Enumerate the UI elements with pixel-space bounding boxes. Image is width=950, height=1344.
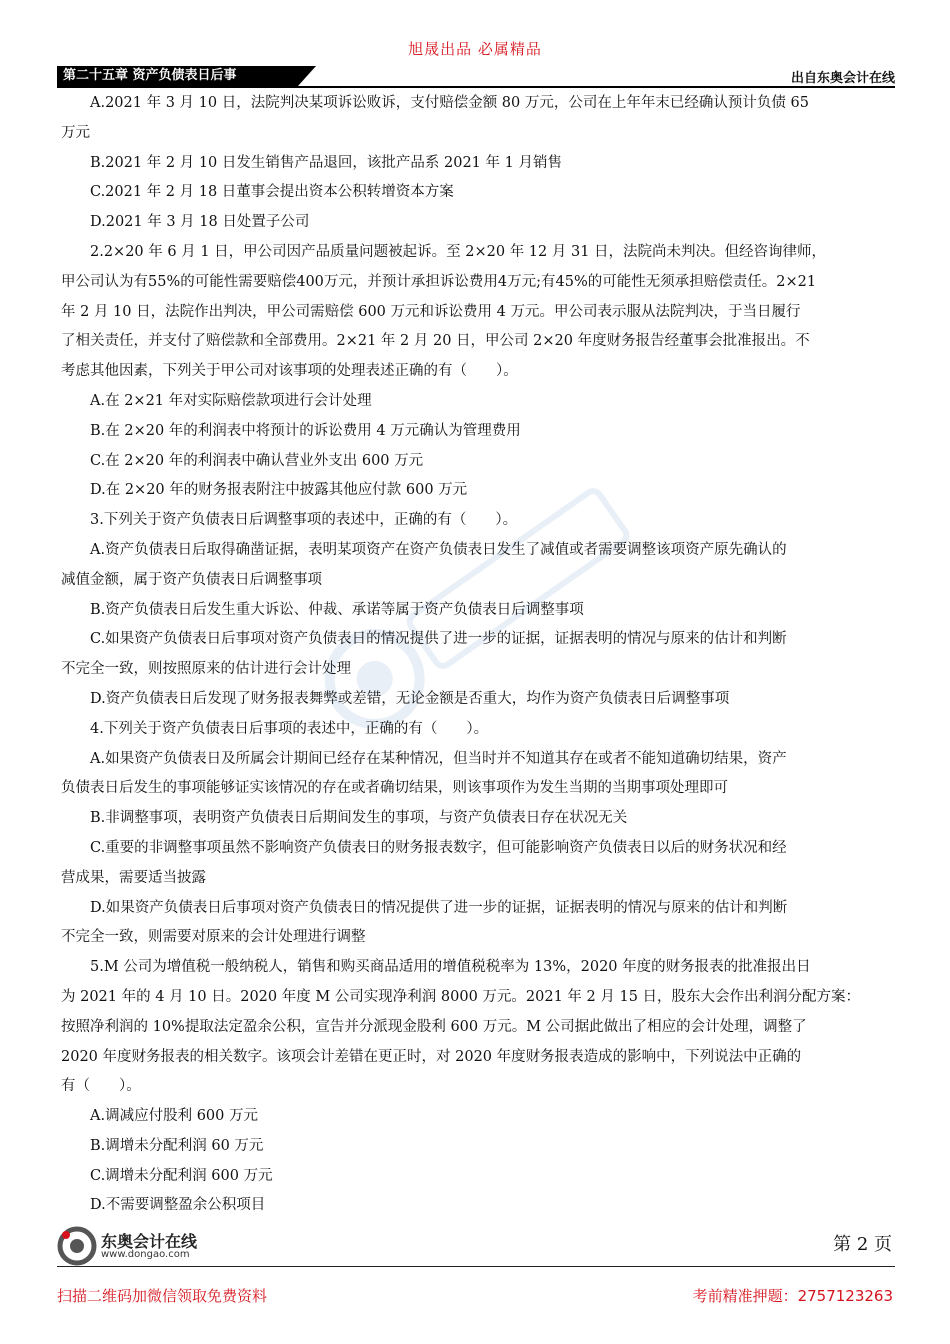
text-line: 营成果，需要适当披露 — [61, 869, 206, 886]
text-line: C.调增未分配利润 600 万元 — [90, 1167, 273, 1184]
text-line: C.在 2×20 年的利润表中确认营业外支出 600 万元 — [90, 452, 424, 469]
text-line: B.2021 年 2 月 10 日发生销售产品退回，该批产品系 2021 年 1 月销售 — [90, 154, 562, 171]
text-line: A.调减应付股利 600 万元 — [90, 1108, 258, 1125]
text-line: 考虑其他因素，下列关于甲公司对该事项的处理表述正确的有（ ）。 — [61, 363, 518, 380]
text-line: 2.2×20 年 6 月 1 日，甲公司因产品质量问题被起诉。至 2×20 年 12 月 31 日，法院尚未判决。但经咨询律师， — [90, 243, 827, 260]
text-line: 甲公司认为有55%的可能性需要赔偿400万元，并预计承担诉讼费用4万元;有45%的可能性无须承担赔偿责任。2×21 — [61, 273, 817, 290]
text-line: 为 2021 年的 4 月 10 日。2020 年度 M 公司实现净利润 8000 万元。2021 年 2 月 15 日，股东大会作出利润分配方案： — [61, 988, 861, 1005]
text-line: A.2021 年 3 月 10 日，法院判决某项诉讼败诉，支付赔偿金额 80 万元，公司在上年年末已经确认预计负债 65 — [90, 95, 809, 111]
text-line: 5.M 公司为增值税一般纳税人，销售和购买商品适用的增值税税率为 13%，2020 年度的财务报表的批准报出日 — [90, 959, 811, 976]
text-line: A.如果资产负债表日及所属会计期间已经存在某种情况，但当时并不知道其存在或者不能知道确切结果，资产 — [90, 750, 787, 767]
text-line: D.如果资产负债表日后事项对资产负债表日的情况提供了进一步的证据，证据表明的情况与原来的估计和判断 — [90, 899, 788, 916]
page-header — [57, 66, 895, 88]
footer-left-note: 扫描二维码加微信领取免费资料 — [57, 1287, 268, 1305]
text-line: 不完全一致，则需要对原来的会计处理进行调整 — [61, 929, 366, 946]
text-line: 万元 — [61, 124, 90, 141]
top-banner: 旭晟出品 必属精品 — [408, 40, 542, 58]
text-line: 按照净利润的 10%提取法定盈余公积，宣告并分派现金股利 600 万元。M 公司据此做出了相应的会计处理，调整了 — [61, 1018, 807, 1035]
text-line: 年 2 月 10 日，法院作出判决，甲公司需赔偿 600 万元和诉讼费用 4 万元。甲公司表示服从法院判决，于当日履行 — [61, 303, 801, 320]
text-line: A.资产负债表日后取得确凿证据，表明某项资产在资产负债表日发生了减值或者需要调整该项资产原先确认的 — [90, 541, 787, 558]
site-name: 出自东奥会计在线 — [790, 71, 895, 86]
text-line: C.重要的非调整事项虽然不影响资产负债表日的财务报表数字，但可能影响资产负债表日以后的财务状况和经 — [90, 839, 787, 856]
footer-rule — [57, 1266, 895, 1267]
chapter-title: 第二十五章 资产负债表日后事 — [57, 66, 298, 86]
text-line: D.在 2×20 年的财务报表附注中披露其他应付款 600 万元 — [90, 482, 468, 499]
text-line: C.如果资产负债表日后事项对资产负债表日的情况提供了进一步的证据，证据表明的情况与原来的估计和判断 — [90, 631, 787, 648]
dongao-logo-icon — [57, 1226, 97, 1266]
text-line: 不完全一致，则按照原来的估计进行会计处理 — [61, 661, 351, 678]
text-line: B.非调整事项，表明资产负债表日后期间发生的事项，与资产负债表日存在状况无关 — [90, 810, 628, 827]
text-line: 了相关责任，并支付了赔偿款和全部费用。2×21 年 2 月 20 日，甲公司 2×20 年度财务报告经董事会批准报出。不 — [61, 333, 810, 350]
text-line: 有（ ）。 — [61, 1078, 141, 1095]
text-line: A.在 2×21 年对实际赔偿款项进行会计处理 — [90, 392, 372, 409]
text-line: B.调增未分配利润 60 万元 — [90, 1137, 264, 1154]
text-line: D.不需要调整盈余公积项目 — [90, 1197, 266, 1214]
text-line: B.资产负债表日后发生重大诉讼、仲裁、承诺等属于资产负债表日后调整事项 — [90, 601, 584, 618]
text-line: 4.下列关于资产负债表日后事项的表述中，正确的有（ ）。 — [90, 720, 489, 737]
question-body — [61, 89, 893, 1221]
header-rule — [57, 86, 895, 88]
text-line: 3.下列关于资产负债表日后调整事项的表述中，正确的有（ ）。 — [90, 512, 518, 529]
text-line: 2020 年度财务报表的相关数字。该项会计差错在更正时，对 2020 年度财务报表造成的影响中，下列说法中正确的 — [61, 1048, 802, 1065]
text-line: D.资产负债表日后发现了财务报表舞弊或差错，无论金额是否重大，均作为资产负债表日后调整事项 — [90, 690, 730, 707]
text-line: D.2021 年 3 月 18 日处置子公司 — [90, 214, 310, 231]
logo-url: www.dongao.com — [101, 1249, 190, 1260]
page-number: 第 2 页 — [833, 1234, 892, 1255]
text-line: C.2021 年 2 月 18 日董事会提出资本公积转增资本方案 — [90, 184, 454, 201]
logo-name: 东奥会计在线 — [101, 1232, 198, 1251]
footer-right-note: 考前精准押题：2757123263 — [692, 1287, 893, 1305]
text-line: 减值金额，属于资产负债表日后调整事项 — [61, 571, 322, 588]
text-line: 负债表日后发生的事项能够证实该情况的存在或者确切结果，则该事项作为发生当期的当期事项处理即可 — [61, 780, 728, 797]
footer-logo — [57, 1226, 247, 1266]
text-line: B.在 2×20 年的利润表中将预计的诉讼费用 4 万元确认为管理费用 — [90, 422, 521, 439]
